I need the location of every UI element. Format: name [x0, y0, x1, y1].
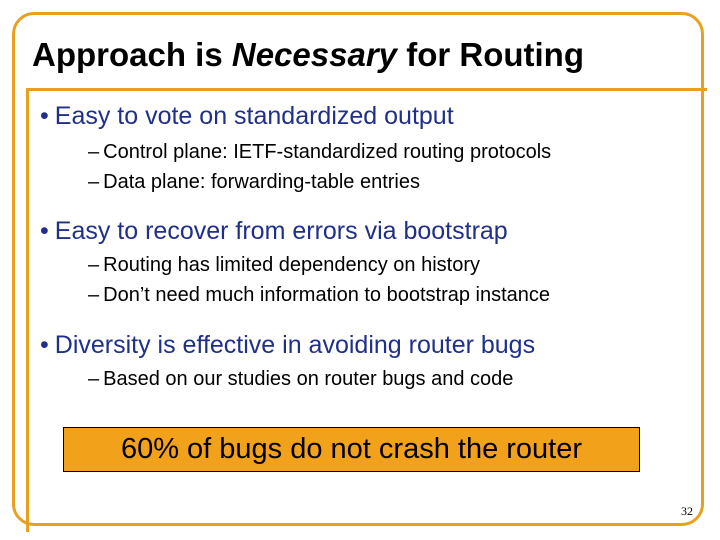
bullet-diversity	[40, 331, 535, 360]
title-divider	[26, 88, 707, 91]
bullet-dot: •	[40, 331, 49, 359]
sub-text: Data plane: forwarding-table entries	[103, 171, 420, 193]
sub-dash: –	[88, 141, 100, 163]
sub-bullet-data-plane	[88, 171, 420, 194]
bullet-text: Diversity is effective in avoiding router bugs	[54, 331, 536, 359]
sub-text: Routing has limited dependency on history	[103, 254, 481, 276]
title-emphasis: Necessary	[231, 36, 398, 73]
sub-dash: –	[88, 171, 100, 193]
sub-dash: –	[88, 284, 100, 306]
sub-bullet-control-plane	[88, 141, 551, 164]
callout-box: 60% of bugs do not crash the router	[63, 427, 640, 472]
slide-title	[32, 36, 584, 74]
sub-bullet-history	[88, 254, 480, 277]
bullet-dot: •	[40, 217, 49, 245]
bullet-vote	[40, 102, 454, 131]
sub-text: Control plane: IETF-standardized routing protocols	[103, 141, 552, 163]
sub-bullet-bootstrap	[88, 284, 550, 307]
title-text-start: Approach is	[32, 36, 232, 73]
sub-dash: –	[88, 254, 100, 276]
bullet-text: Easy to vote on standardized output	[54, 102, 454, 130]
title-text-end: for Routing	[397, 36, 584, 73]
bullet-dot: •	[40, 102, 49, 130]
sub-dash: –	[88, 368, 100, 390]
bullet-recover	[40, 217, 508, 246]
sub-bullet-studies	[88, 368, 513, 391]
bullet-text: Easy to recover from errors via bootstrap	[54, 217, 508, 245]
left-divider	[26, 88, 29, 532]
page-number: 32	[681, 504, 693, 518]
sub-text: Based on our studies on router bugs and code	[103, 368, 514, 390]
sub-text: Don’t need much information to bootstrap instance	[103, 284, 551, 306]
